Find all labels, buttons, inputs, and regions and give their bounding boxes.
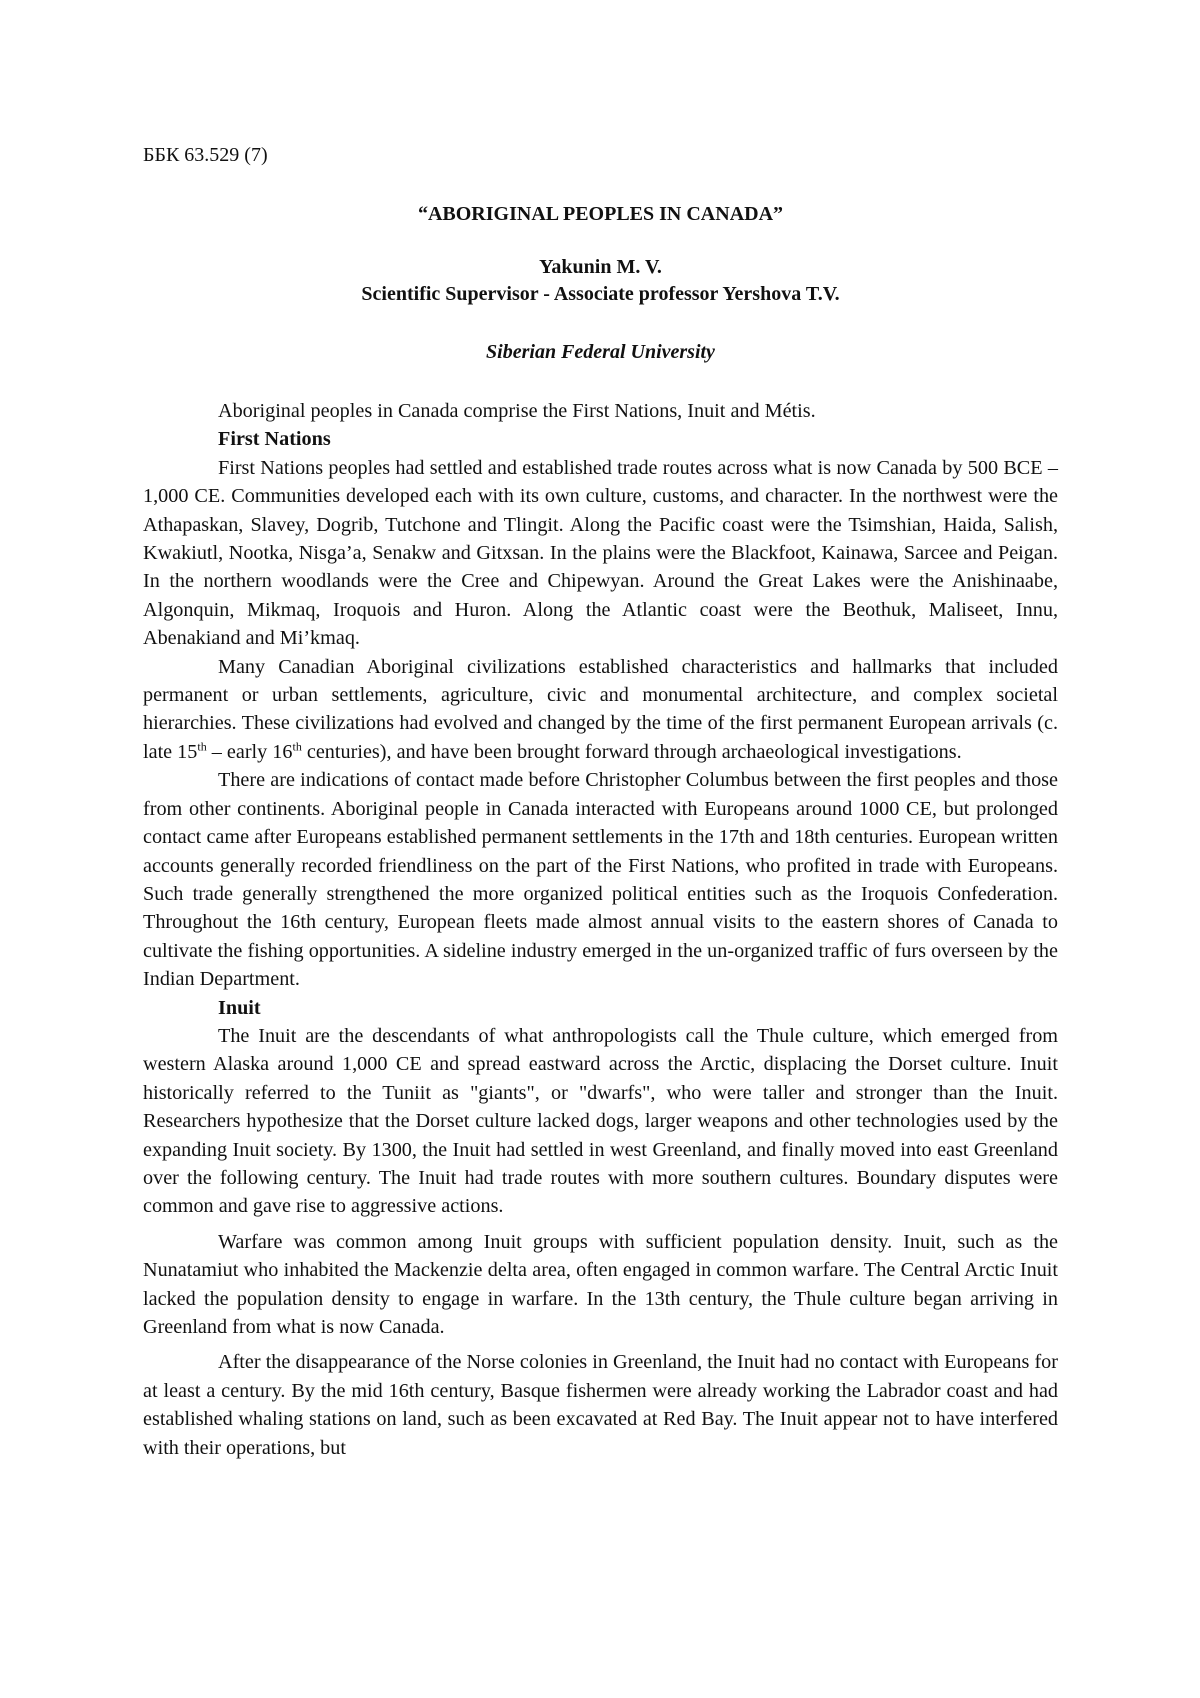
paragraph: The Inuit are the descendants of what anthropologists call the Thule culture, which emerged from western Alaska around 1,000 CE and spread eastward across the Arctic, displacing the Dorset culture. Inuit historically referred to the Tuniit as "giants", or "dwarfs", who were taller and stronger than the Inuit. Researchers hypothesize that the Dorset culture lacked dogs, larger weapons and other technologies used by the expanding Inuit society. By 1300, the Inuit had settled in west Greenland, and finally moved into east Greenland over the following century. The Inuit had trade routes with more southern cultures. Boundary disputes were common and gave rise to aggressive actions. xyxy=(143,1024,1058,1218)
section-heading-inuit: Inuit xyxy=(218,996,261,1019)
paper-title: “ABORIGINAL PEOPLES IN CANADA” xyxy=(417,203,784,225)
spacer xyxy=(143,1341,1058,1348)
superscript: th xyxy=(292,739,302,754)
author-name: Yakunin M. V. xyxy=(539,256,662,278)
intro-paragraph: Aboriginal peoples in Canada comprise the First Nations, Inuit and Métis. xyxy=(218,400,816,422)
spacer xyxy=(143,1221,1058,1228)
paragraph: There are indications of contact made before Christopher Columbus between the first peoples and those from other continents. Aboriginal people in Canada interacted with Europeans around 1000 CE, but prolonged contact came after Europeans established permanent settlements in the 17th and 18th centuries. European written accounts generally recorded friendliness on the part of the First Nations, who profited in trade with Europeans. Such trade generally strengthened the more organized political entities such as the Iroquois Confederation. Throughout the 16th century, European fleets made almost annual visits to the eastern shores of Canada to cultivate the fishing opportunities. A sideline industry emerged in the un-organized traffic of furs overseen by the Indian Department. xyxy=(143,769,1058,991)
paragraph-text: – early 16 xyxy=(206,740,293,763)
paragraph xyxy=(143,653,1058,767)
supervisor-line: Scientific Supervisor - Associate professor Yershova T.V. xyxy=(361,283,840,305)
paragraph-text: Many Canadian Aboriginal civilizations established characteristics and hallmarks that included permanent or urban settlements, agriculture, civic and monumental architecture, and complex societal hierarchies. These civilizations had evolved and changed by the time of the first permanent European arrivals (c. late 15 xyxy=(143,655,1058,763)
author-block xyxy=(143,254,1058,308)
paragraph: After the disappearance of the Norse colonies in Greenland, the Inuit had no contact with Europeans for at least a century. By the mid 16th century, Basque fishermen were already working the Labrador coast and had established whaling stations on land, such as been excavated at Red Bay. The Inuit appear not to have interfered with their operations, but xyxy=(143,1351,1058,1459)
affiliation: Siberian Federal University xyxy=(486,341,715,363)
udk-code: ББК 63.529 (7) xyxy=(143,144,268,166)
paragraph-text: centuries), and have been brought forward through archaeological investigations. xyxy=(301,740,962,763)
paper-body xyxy=(143,397,1058,1462)
section-heading-first-nations: First Nations xyxy=(218,428,331,451)
superscript: th xyxy=(197,739,207,754)
paragraph: Warfare was common among Inuit groups with sufficient population density. Inuit, such as the Nunatamiut who inhabited the Mackenzie delta area, often engaged in common warfare. The Central Arctic Inuit lacked the population density to engage in warfare. In the 13th century, the Thule culture began arriving in Greenland from what is now Canada. xyxy=(143,1230,1058,1338)
paragraph: First Nations peoples had settled and established trade routes across what is now Canada by 500 BCE – 1,000 CE. Communities developed each with its own culture, customs, and character. In the northwest were the Athapaskan, Slavey, Dogrib, Tutchone and Tlingit. Along the Pacific coast were the Tsimshian, Haida, Salish, Kwakiutl, Nootka, Nisga’a, Senakw and Gitxsan. In the plains were the Blackfoot, Kainawa, Sarcee and Peigan. In the northern woodlands were the Cree and Chipewyan. Around the Great Lakes were the Anishinaabe, Algonquin, Mikmaq, Iroquois and Huron. Along the Atlantic coast were the Beothuk, Maliseet, Innu, Abenakiand and Mi’kmaq. xyxy=(143,456,1058,650)
